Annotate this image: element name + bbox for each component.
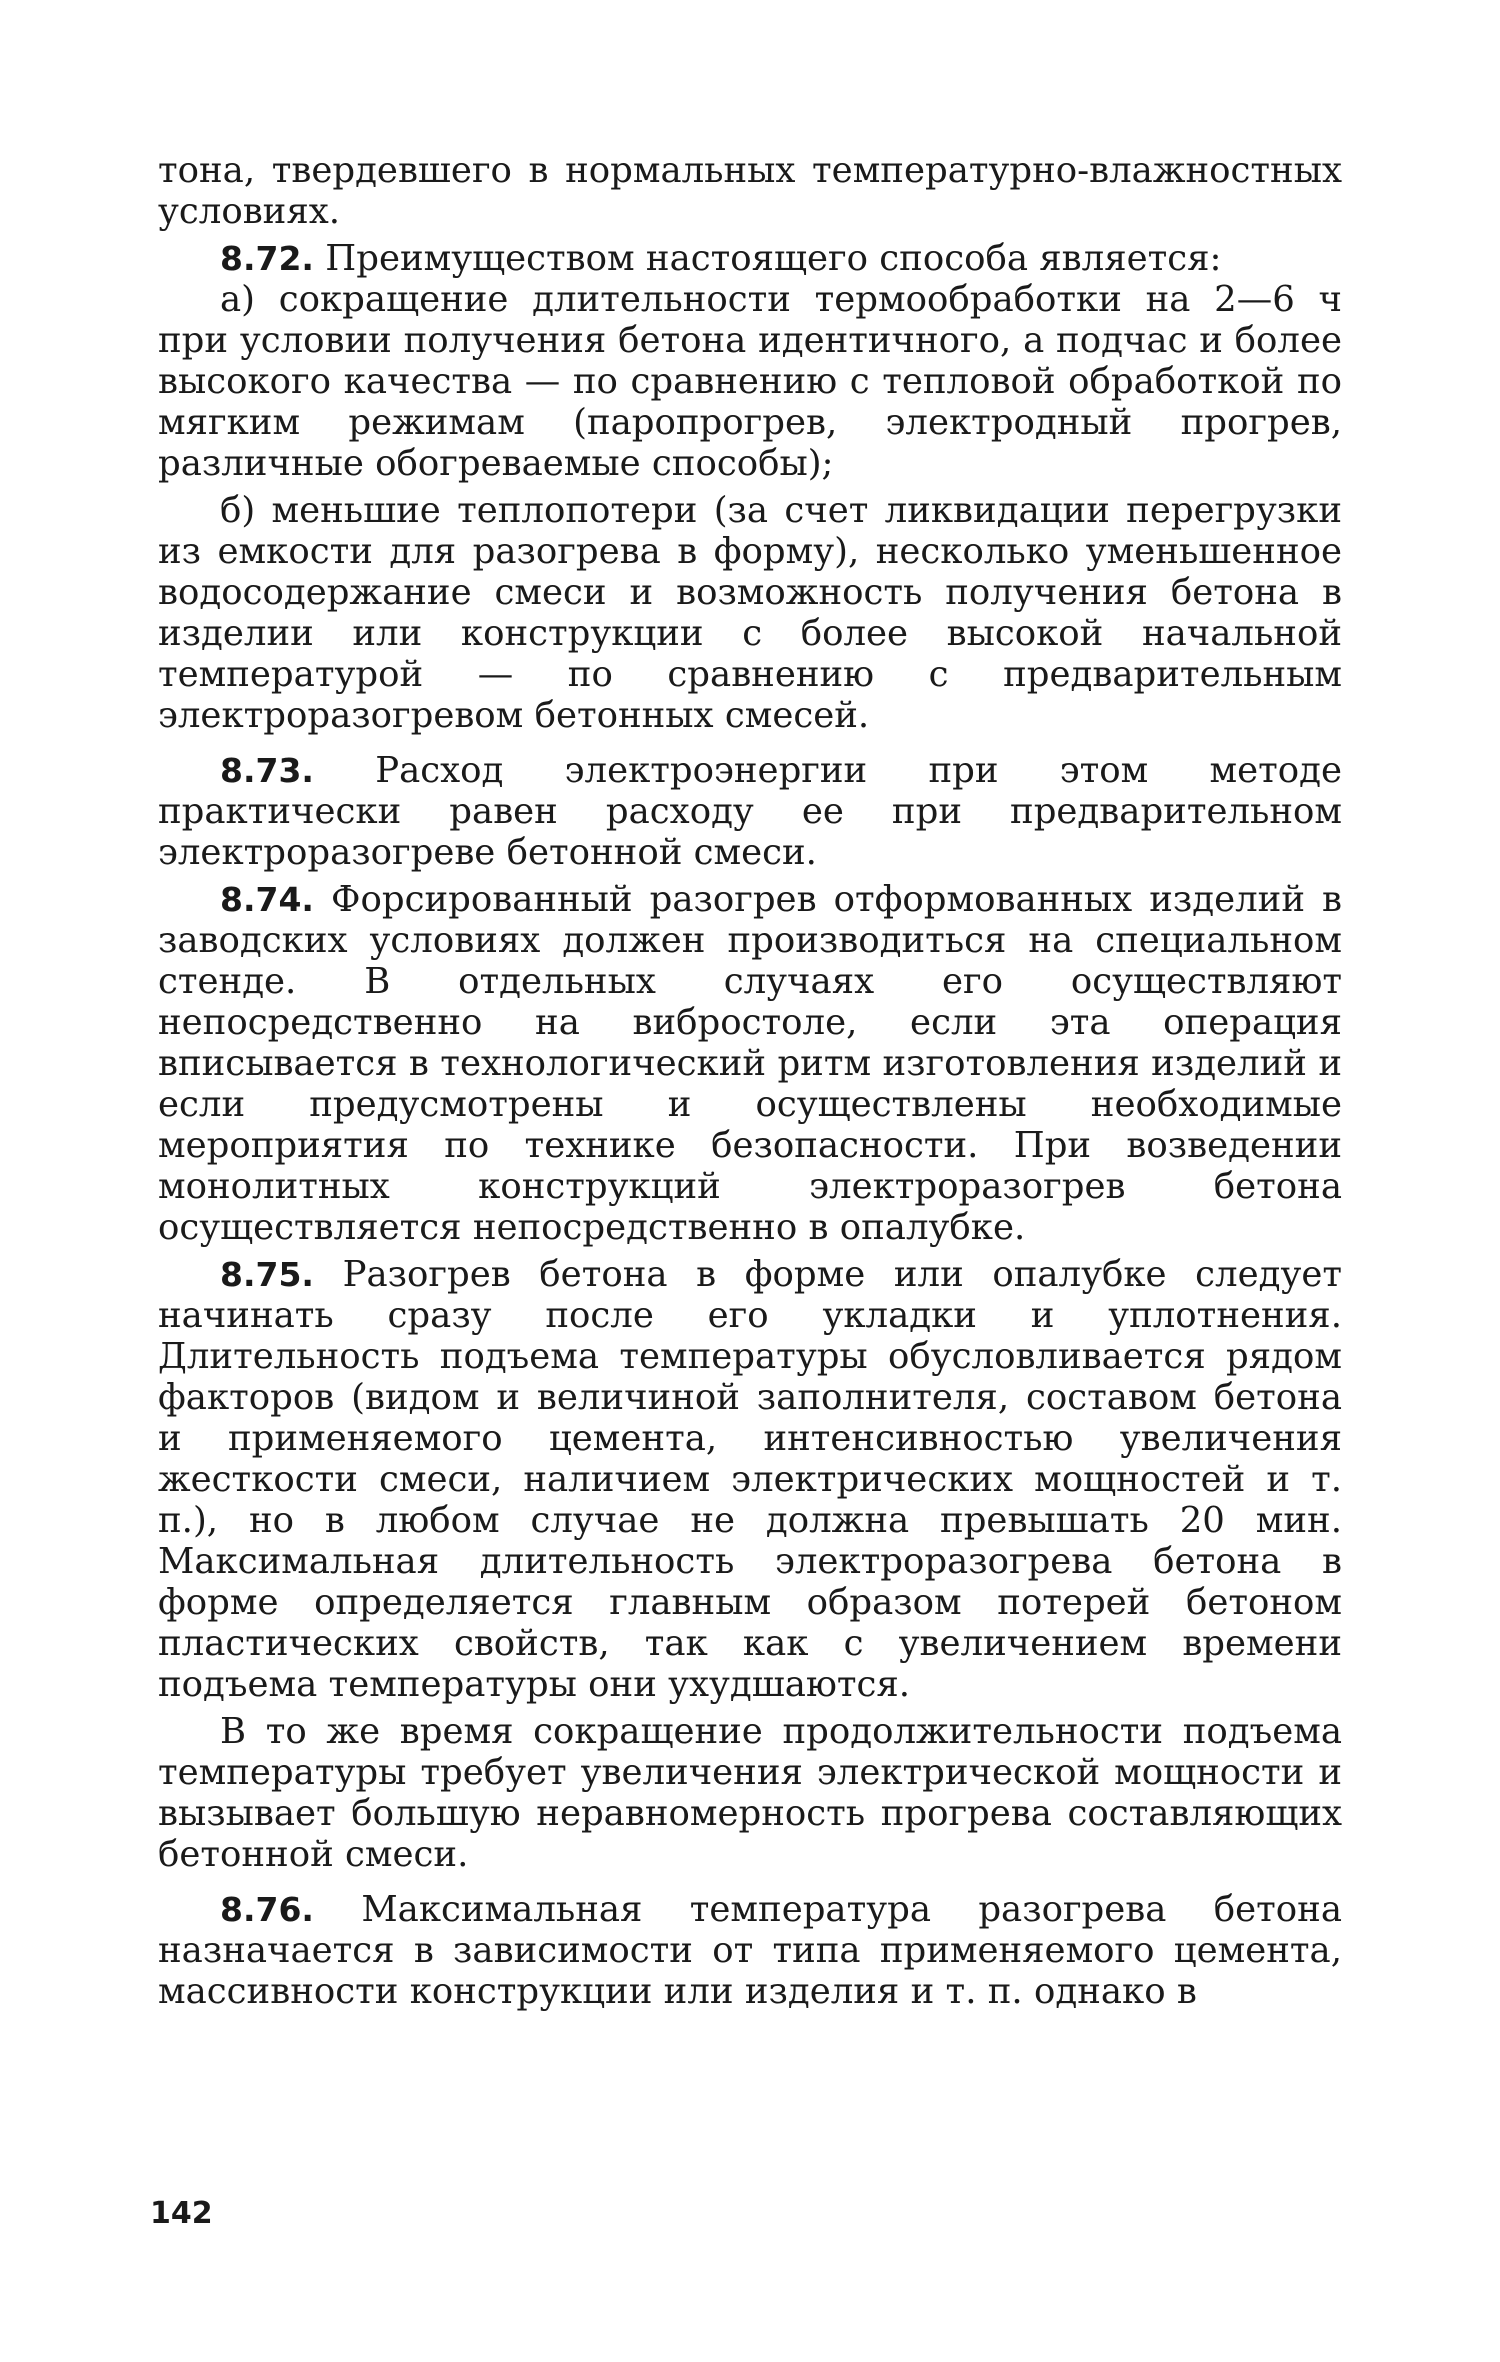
paragraph-8-75-continued [158, 1711, 1342, 1875]
body-text [158, 150, 1342, 2012]
paragraph-number: 8.76. [220, 1890, 314, 1929]
paragraph-number: 8.75. [220, 1255, 314, 1294]
paragraph-text: В то же время сокращение продолжительности подъема температуры требует увеличения электрической мощности и вызывает большую неравномерность прогрева составляющих бетонной смеси. [158, 1711, 1342, 1875]
paragraph-8-75 [158, 1254, 1342, 1705]
paragraph-number: 8.74. [220, 880, 314, 919]
paragraph-8-76 [158, 1889, 1342, 2012]
paragraph-number: 8.72. [220, 239, 314, 278]
paragraph-8-72 [158, 238, 1342, 279]
paragraph-8-72-item-a [158, 279, 1342, 484]
paragraph-8-72-item-b [158, 490, 1342, 736]
paragraph-text: Форсированный разогрев отформованных изделий в заводских условиях должен производиться на специальном стенде. В отдельных случаях его осуществляют непосредственно на вибростоле, если эта операция вписывается в технологический ритм изготовления изделий и если предусмотрены и осуществлены необходимые мероприятия по технике безопасности. При возведении монолитных конструкций электроразогрев бетона осуществляется непосредственно в опалубке. [158, 879, 1342, 1248]
paragraph-continuation [158, 150, 1342, 232]
paragraph-number: 8.73. [220, 751, 314, 790]
paragraph-8-74 [158, 879, 1342, 1248]
paragraph-text: Расход электроэнергии при этом методе практически равен расходу ее при предварительном электроразогреве бетонной смеси. [158, 750, 1342, 873]
paragraph-text: б) меньшие теплопотери (за счет ликвидации перегрузки из емкости для разогрева в форму), несколько уменьшенное водосодержание смеси и возможность получения бетона в изделии или конструкции с более высокой начальной температурой — по сравнению с предварительным электроразогревом бетонных смесей. [158, 490, 1342, 736]
paragraph-text: тона, твердевшего в нормальных температурно-влажностных условиях. [158, 150, 1342, 232]
paragraph-text: а) сокращение длительности термообработки на 2—6 ч при условии получения бетона идентичного, а подчас и более высокого качества — по сравнению с тепловой обработкой по мягким режимам (паропрогрев, электродный прогрев, различные обогреваемые способы); [158, 279, 1342, 484]
page-number: 142 [150, 2196, 213, 2231]
paragraph-text: Максимальная температура разогрева бетона назначается в зависимости от типа применяемого цемента, массивности конструкции или изделия и т. п. однако в [158, 1889, 1342, 2012]
paragraph-8-73 [158, 750, 1342, 873]
paragraph-text: Разогрев бетона в форме или опалубке следует начинать сразу после его укладки и уплотнения. Длительность подъема температуры обусловливается рядом факторов (видом и величиной заполнителя, составом бетона и применяемого цемента, интенсивностью увеличения жесткости смеси, наличием электрических мощностей и т. п.), но в любом случае не должна превышать 20 мин. Максимальная длительность электроразогрева бетона в форме определяется главным образом потерей бетоном пластических свойств, так как с увеличением времени подъема температуры они ухудшаются. [158, 1254, 1342, 1705]
paragraph-text: Преимуществом настоящего способа является: [325, 238, 1222, 279]
